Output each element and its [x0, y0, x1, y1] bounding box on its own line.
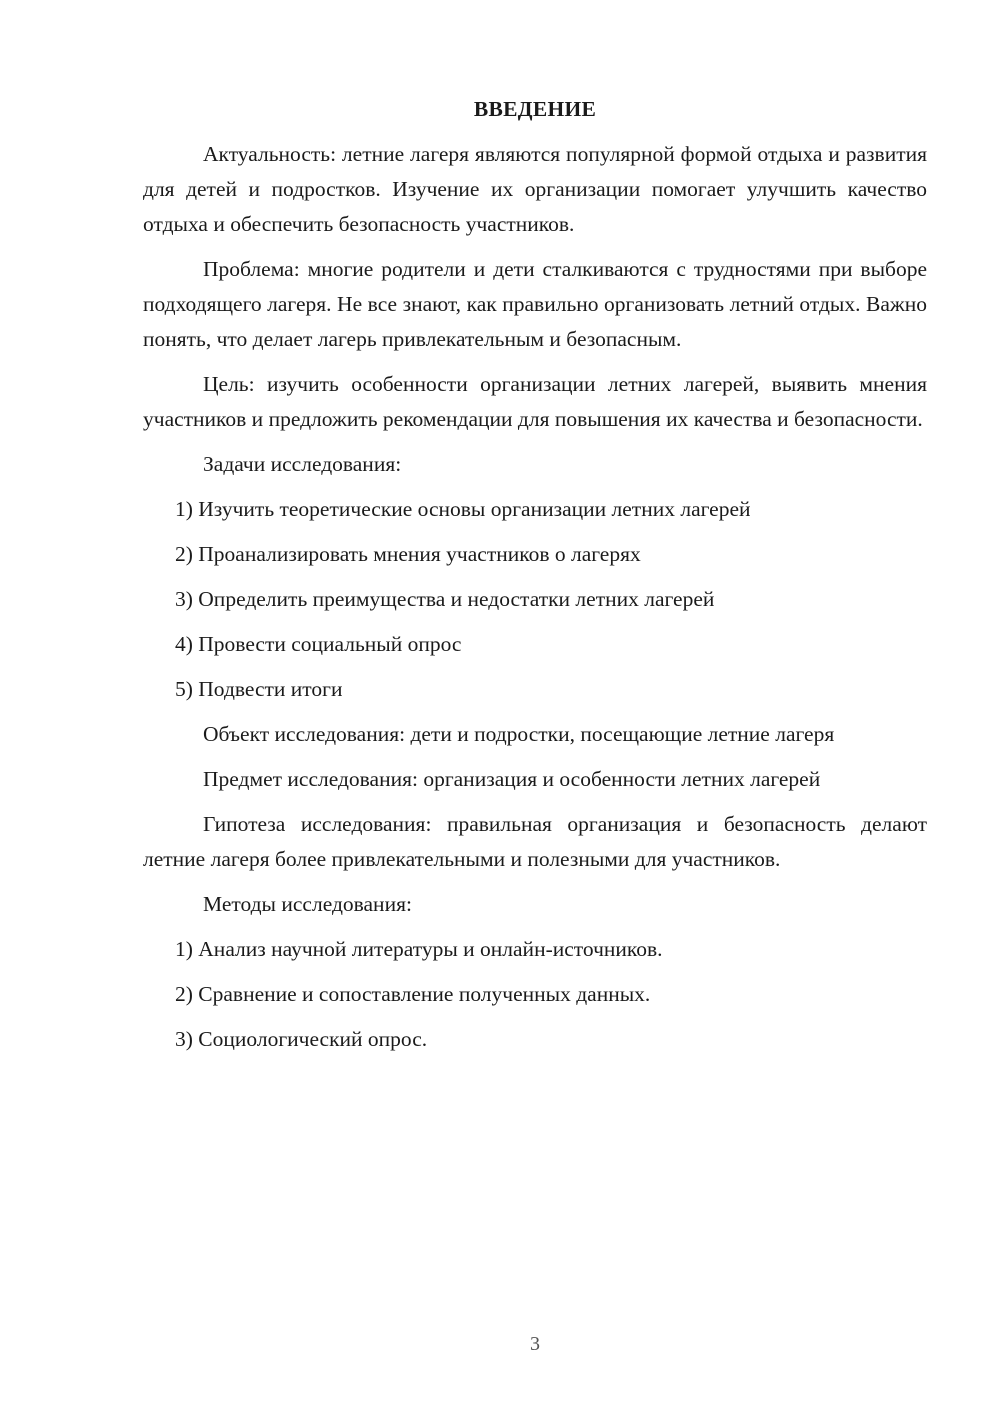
list-item: 4) Провести социальный опрос: [175, 632, 462, 656]
tasks-list: [143, 492, 927, 707]
section-title: ВВЕДЕНИЕ: [473, 97, 597, 121]
list-item: 2) Сравнение и сопоставление полученных данных.: [175, 982, 651, 1006]
list-item: 2) Проанализировать мнения участников о лагерях: [175, 542, 641, 566]
object-line: Объект исследования: дети и подростки, посещающие летние лагеря: [203, 722, 835, 746]
list-item: 3) Определить преимущества и недостатки летних лагерей: [175, 587, 715, 611]
page-number: 3: [530, 1333, 540, 1355]
methods-heading: Методы исследования:: [203, 892, 412, 916]
list-item: 3) Социологический опрос.: [175, 1027, 428, 1051]
tasks-heading: Задачи исследования:: [203, 452, 402, 476]
list-item: 1) Анализ научной литературы и онлайн-источников.: [175, 937, 663, 961]
hypothesis-paragraph: Гипотеза исследования: правильная организация и безопасность делают летние лагеря более привлекательными и полезными для участников.: [143, 812, 927, 871]
goal-paragraph: Цель: изучить особенности организации летних лагерей, выявить мнения участников и предложить рекомендации для повышения их качества и безопасности.: [143, 372, 927, 431]
methods-list: [143, 932, 927, 1057]
subject-line: Предмет исследования: организация и особенности летних лагерей: [203, 767, 821, 791]
problem-paragraph: Проблема: многие родители и дети сталкиваются с трудностями при выборе подходящего лагеря. Не все знают, как правильно организовать летний отдых. Важно понять, что делает лагерь привлекательным и безопасным.: [143, 257, 927, 351]
document-page: [143, 92, 927, 1067]
list-item: 5) Подвести итоги: [175, 677, 343, 701]
relevance-paragraph: Актуальность: летние лагеря являются популярной формой отдыха и развития для детей и подростков. Изучение их организации помогает улучшить качество отдыха и обеспечить безопасность участников.: [143, 142, 927, 236]
list-item: 1) Изучить теоретические основы организации летних лагерей: [175, 497, 751, 521]
